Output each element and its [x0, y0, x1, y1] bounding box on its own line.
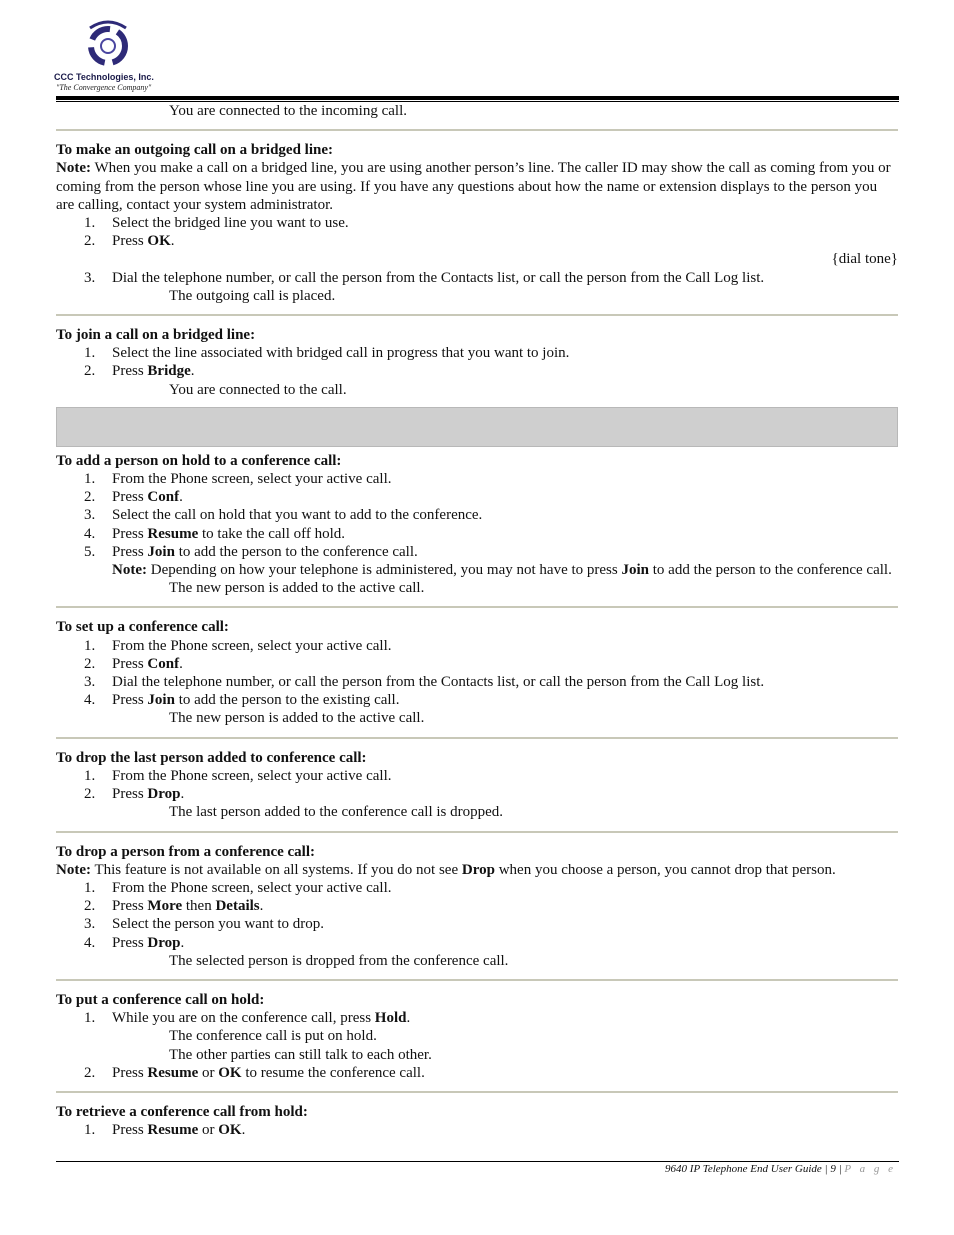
section-divider [56, 314, 898, 316]
step-text: . [170, 233, 175, 250]
step-text: Press [112, 655, 148, 672]
step-number: 4. [84, 934, 96, 951]
step-text: . [259, 898, 264, 915]
footer-page-number: 9 [830, 1163, 836, 1175]
logo-swirl-icon [78, 18, 138, 74]
key-label: OK [218, 1122, 242, 1139]
step-number: 4. [84, 525, 96, 542]
result-text: You are connected to the call. [169, 381, 347, 398]
key-label: Join [147, 543, 175, 560]
step-note [56, 561, 898, 579]
step-text: From the Phone screen, select your active call. [112, 767, 392, 784]
key-label: Resume [147, 525, 199, 542]
step-text: Dial the telephone number, or call the person from the Contacts list, or call the person from the Call Log list. [112, 674, 765, 691]
step-text: Dial the telephone number, or call the person from the Contacts list, or call the person from the Call Log list. [112, 269, 765, 286]
step-text: Select the call on hold that you want to add to the conference. [112, 507, 483, 524]
step-number: 2. [84, 1064, 96, 1081]
key-label: Details [215, 898, 260, 915]
note-label: Note: [112, 562, 147, 579]
step-text: Select the bridged line you want to use. [112, 215, 349, 232]
note-label: Note: [56, 160, 91, 177]
logo-tagline: "The Convergence Company" [56, 83, 152, 92]
key-label: OK [147, 233, 171, 250]
step-text: Select the line associated with bridged call in progress that you want to join. [112, 345, 570, 362]
result-text: The selected person is dropped from the conference call. [169, 952, 509, 969]
step-item [56, 362, 898, 380]
key-label: Hold [374, 1010, 407, 1027]
section-banner [56, 407, 898, 447]
step-text: to add the person to the existing call. [174, 692, 400, 709]
note-paragraph [56, 861, 898, 879]
step-item [56, 344, 898, 362]
logo-company-name: CCC Technologies, Inc. [54, 72, 154, 82]
result-text: The new person is added to the active call. [169, 710, 425, 727]
step-item [56, 269, 898, 287]
step-text: From the Phone screen, select your active call. [112, 637, 392, 654]
step-text: . [241, 1122, 246, 1139]
key-label: Conf [147, 489, 180, 506]
section-heading: To retrieve a conference call from hold: [56, 1103, 308, 1120]
section-divider [56, 1091, 898, 1093]
result-text: The conference call is put on hold. [169, 1028, 377, 1045]
step-text: then [182, 898, 216, 915]
page-footer [665, 1163, 896, 1175]
step-text: Press [112, 543, 148, 560]
step-text: . [180, 934, 185, 951]
step-number: 1. [84, 1122, 96, 1139]
step-text: Press [112, 898, 148, 915]
footer-guide-title: 9640 IP Telephone End User Guide [665, 1163, 822, 1175]
note-text: When you make a call on a bridged line, you are using another person’s line. The caller ID may show the call as coming from you or coming from the person whose line you are using. If you have any questions about how the name or extension displays to the person you are calling, contact your system administrator. [56, 160, 891, 213]
step-text: . [180, 786, 185, 803]
key-label: OK [218, 1064, 242, 1081]
step-item [56, 934, 898, 952]
step-number: 4. [84, 692, 96, 709]
step-item [56, 915, 898, 933]
dial-tone-cue: {dial tone} [831, 251, 898, 268]
step-text: From the Phone screen, select your active call. [112, 471, 392, 488]
step-item [56, 488, 898, 506]
section-divider [56, 979, 898, 981]
key-label: Drop [461, 861, 495, 878]
step-item [56, 506, 898, 524]
step-number: 1. [84, 1010, 96, 1027]
result-text: The other parties can still talk to each other. [169, 1046, 432, 1063]
step-text: or [198, 1122, 219, 1139]
key-label: Join [621, 562, 649, 579]
key-label: Drop [147, 786, 181, 803]
step-text: While you are on the conference call, press [112, 1010, 375, 1027]
key-label: Resume [147, 1122, 199, 1139]
step-item [56, 673, 898, 691]
step-number: 1. [84, 215, 96, 232]
step-number: 1. [84, 471, 96, 488]
step-number: 3. [84, 674, 96, 691]
key-label: Join [147, 692, 175, 709]
step-item [56, 214, 898, 232]
note-text: Depending on how your telephone is administered, you may not have to press [146, 562, 622, 579]
note-text: when you choose a person, you cannot drop that person. [494, 861, 836, 878]
step-text: Press [112, 525, 148, 542]
section-heading: To drop the last person added to conference call: [56, 749, 367, 766]
step-text: Press [112, 692, 148, 709]
step-text: Press [112, 233, 148, 250]
step-text: Select the person you want to drop. [112, 916, 325, 933]
footer-separator: | [824, 1163, 828, 1175]
result-text: The last person added to the conference call is dropped. [169, 804, 504, 821]
step-item [56, 879, 898, 897]
step-item [56, 1064, 898, 1082]
step-text: . [190, 363, 195, 380]
step-item [56, 543, 898, 561]
note-label: Note: [56, 861, 91, 878]
step-number: 1. [84, 345, 96, 362]
section-heading: To join a call on a bridged line: [56, 327, 256, 344]
key-label: Bridge [147, 363, 191, 380]
step-text: Press [112, 1122, 148, 1139]
document-body [56, 102, 898, 1139]
step-number: 2. [84, 489, 96, 506]
section-divider [56, 606, 898, 608]
step-number: 2. [84, 233, 96, 250]
step-text: Press [112, 934, 148, 951]
key-label: Resume [147, 1064, 199, 1081]
key-label: More [147, 898, 183, 915]
footer-page-label: P a g e [844, 1163, 896, 1175]
step-text: Press [112, 786, 148, 803]
section-divider [56, 831, 898, 833]
step-item [56, 785, 898, 803]
section-heading: To add a person on hold to a conference call: [56, 452, 342, 469]
section-heading: To put a conference call on hold: [56, 991, 265, 1008]
step-text: From the Phone screen, select your active call. [112, 879, 392, 896]
step-item [56, 1009, 898, 1027]
step-text: or [198, 1064, 219, 1081]
step-text: . [406, 1010, 411, 1027]
step-item [56, 897, 898, 915]
result-text: You are connected to the incoming call. [169, 103, 407, 119]
step-item [56, 691, 898, 709]
footer-rule [56, 1161, 899, 1162]
footer-separator: | [838, 1163, 842, 1175]
step-item [56, 525, 898, 543]
step-number: 2. [84, 786, 96, 803]
section-heading: To make an outgoing call on a bridged line: [56, 142, 333, 159]
note-text: to add the person to the conference call. [649, 562, 892, 579]
step-number: 3. [84, 269, 96, 286]
step-number: 1. [84, 637, 96, 654]
result-text: The new person is added to the active call. [169, 580, 425, 597]
step-number: 1. [84, 879, 96, 896]
step-text: to take the call off hold. [198, 525, 346, 542]
step-number: 2. [84, 898, 96, 915]
step-text: to add the person to the conference call. [174, 543, 418, 560]
step-item [56, 232, 898, 250]
section-heading: To drop a person from a conference call: [56, 843, 316, 860]
company-logo [54, 18, 164, 98]
header-rule [56, 96, 899, 100]
result-text: The outgoing call is placed. [169, 287, 336, 304]
step-number: 2. [84, 363, 96, 380]
step-number: 3. [84, 507, 96, 524]
key-label: Conf [147, 655, 180, 672]
section-divider [56, 129, 898, 131]
step-number: 1. [84, 767, 96, 784]
note-text: This feature is not available on all systems. If you do not see [90, 861, 462, 878]
step-text: . [179, 655, 183, 672]
step-text: Press [112, 363, 148, 380]
step-number: 3. [84, 916, 96, 933]
step-item [56, 767, 898, 785]
step-text: Press [112, 1064, 148, 1081]
step-text: Press [112, 489, 148, 506]
note-paragraph [56, 159, 898, 214]
key-label: Drop [147, 934, 181, 951]
section-heading: To set up a conference call: [56, 619, 229, 636]
step-number: 2. [84, 655, 96, 672]
step-item [56, 1121, 898, 1139]
step-item [56, 655, 898, 673]
step-item [56, 637, 898, 655]
step-item [56, 470, 898, 488]
step-text: . [179, 489, 183, 506]
step-text: to resume the conference call. [241, 1064, 425, 1081]
section-divider [56, 737, 898, 739]
step-number: 5. [84, 543, 96, 560]
